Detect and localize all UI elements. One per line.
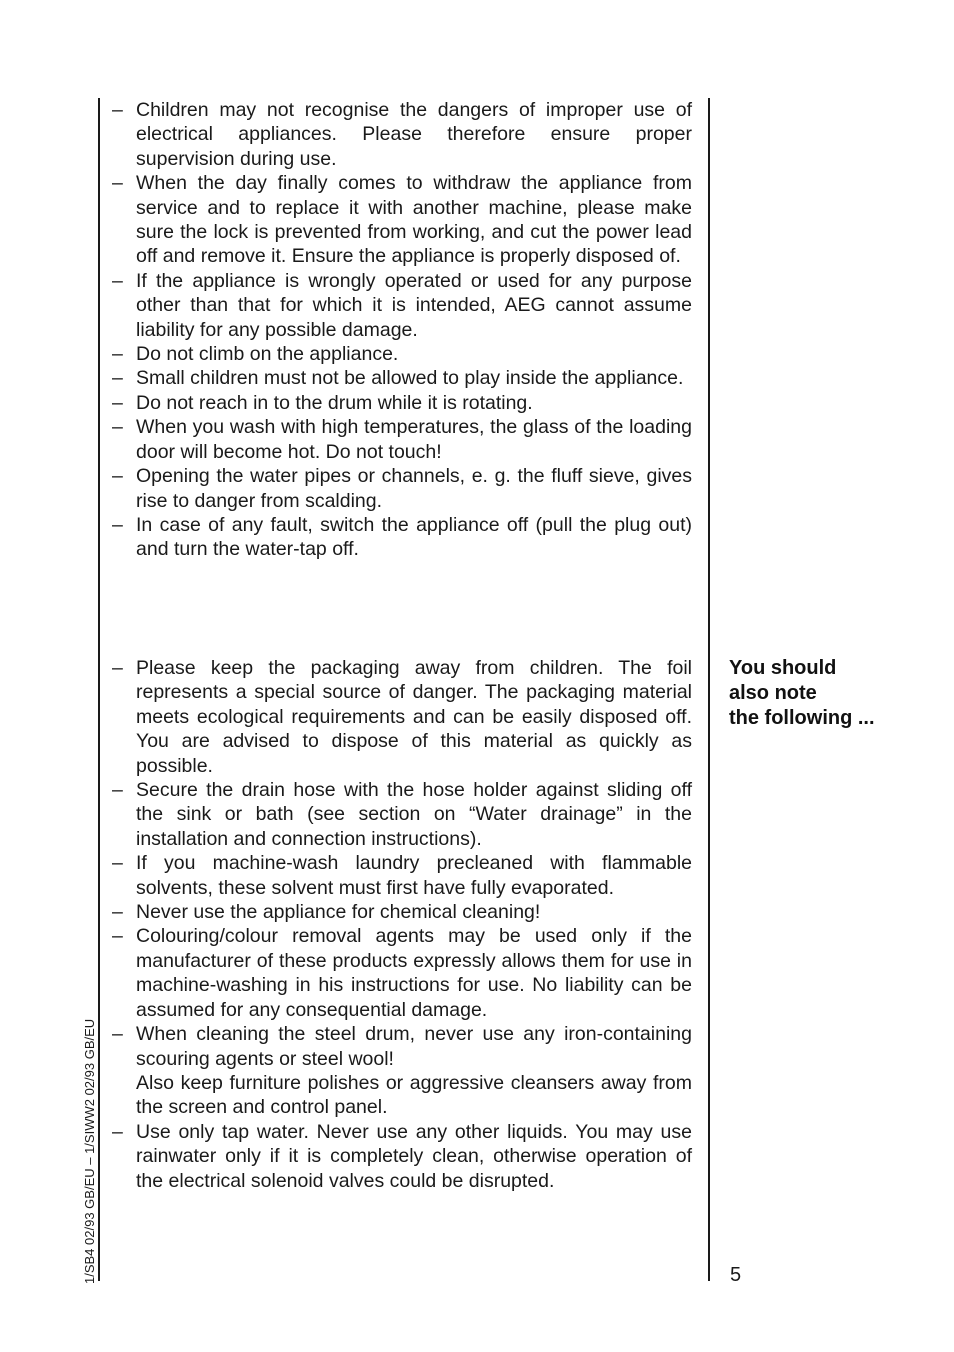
list-item — [112, 513, 692, 562]
safety-section — [112, 98, 692, 562]
list-item-text: Opening the water pipes or channels, e. g. the fluff sieve, gives rise to danger from scalding. — [136, 465, 692, 512]
side-heading-line-3: the following ... — [729, 707, 875, 729]
list-item — [112, 366, 692, 390]
list-item — [112, 98, 692, 171]
list-item — [112, 171, 692, 269]
bullet-dash: – — [112, 513, 123, 536]
list-item-text: Use only tap water. Never use any other liquids. You may use rainwater only if it is completely clean, otherwise operation of the electrical solenoid valves could be disrupted. — [136, 1120, 692, 1192]
list-item-text: If you machine-wash laundry precleaned with flammable solvents, these solvent must first have fully evaporated. — [136, 852, 692, 899]
safety-list — [112, 98, 692, 562]
list-item-text-continued: Also keep furniture polishes or aggressive cleansers away from the screen and control panel. — [136, 1071, 692, 1119]
bullet-dash: – — [112, 1023, 123, 1046]
right-margin-rule — [708, 98, 710, 1281]
list-item — [112, 342, 692, 366]
left-margin-rule — [98, 98, 100, 1281]
bullet-dash: – — [112, 465, 123, 488]
list-item — [112, 778, 692, 851]
list-item-text: Colouring/colour removal agents may be used only if the manufacturer of these products expressly allows them for use in machine-washing in his instructions for use. No liability can be assumed for any consequential damage. — [136, 925, 692, 1021]
list-item-text: When the day finally comes to withdraw the appliance from service and to replace it with another machine, please make sure the lock is prevented from working, and cut the power lead off and remove it. Ensure the appliance is properly disposed of. — [136, 172, 692, 268]
list-item — [112, 1022, 692, 1120]
list-item-text: Secure the drain hose with the hose holder against sliding off the sink or bath (see section on “Water drainage” in the installation and connection instructions). — [136, 779, 692, 850]
list-item — [112, 1120, 692, 1193]
list-item-text: Do not climb on the appliance. — [136, 343, 399, 366]
list-item-text: Please keep the packaging away from children. The foil represents a special source of danger. The packaging material meets ecological requirements and can be easily disposed off. You are advised to dispose of this material as quickly as possible. — [136, 657, 692, 777]
bullet-dash: – — [112, 925, 123, 948]
document-code: 1/SB4 02/93 GB/EU – 1/SIWW2 02/93 GB/EU — [82, 1018, 97, 1284]
list-item — [112, 464, 692, 513]
bullet-dash: – — [112, 269, 123, 292]
list-item-text: In case of any fault, switch the appliance off (pull the plug out) and turn the water-tap off. — [136, 513, 692, 561]
bullet-dash: – — [112, 343, 123, 366]
bullet-dash: – — [112, 779, 123, 802]
list-item-text: If the appliance is wrongly operated or used for any purpose other than that for which it is intended, AEG cannot assume liability for any possible damage. — [136, 269, 692, 341]
bullet-dash: – — [112, 416, 123, 439]
bullet-dash: – — [112, 99, 123, 121]
bullet-dash: – — [112, 852, 123, 875]
page-number: 5 — [730, 1264, 742, 1286]
list-item — [112, 851, 692, 900]
notes-list — [112, 656, 692, 1193]
bullet-dash: – — [112, 172, 123, 195]
list-item — [112, 900, 692, 924]
additional-notes-section — [112, 656, 692, 1193]
bullet-dash: – — [112, 391, 123, 414]
list-item — [112, 415, 692, 464]
list-item-text: Do not reach in to the drum while it is rotating. — [136, 391, 533, 414]
side-heading-line-1: You should — [729, 657, 837, 679]
list-item-text: Never use the appliance for chemical cleaning! — [136, 901, 541, 924]
list-item-text: Children may not recognise the dangers of improper use of electrical appliances. Please therefore ensure proper supervision during use. — [136, 99, 692, 170]
list-item — [112, 924, 692, 1022]
list-item — [112, 391, 692, 415]
list-item-text: When you wash with high temperatures, the glass of the loading door will become hot. Do not touch! — [136, 416, 692, 463]
list-item — [112, 269, 692, 342]
side-heading — [729, 656, 929, 731]
side-heading-line-2: also note — [729, 682, 817, 704]
bullet-dash: – — [112, 1120, 123, 1143]
list-item — [112, 656, 692, 778]
bullet-dash: – — [112, 901, 123, 924]
list-item-text: When cleaning the steel drum, never use any iron-containing scouring agents or steel wool! — [136, 1023, 692, 1070]
bullet-dash: – — [112, 657, 123, 679]
bullet-dash: – — [112, 367, 123, 390]
list-item-text: Small children must not be allowed to play inside the appliance. — [136, 367, 684, 390]
